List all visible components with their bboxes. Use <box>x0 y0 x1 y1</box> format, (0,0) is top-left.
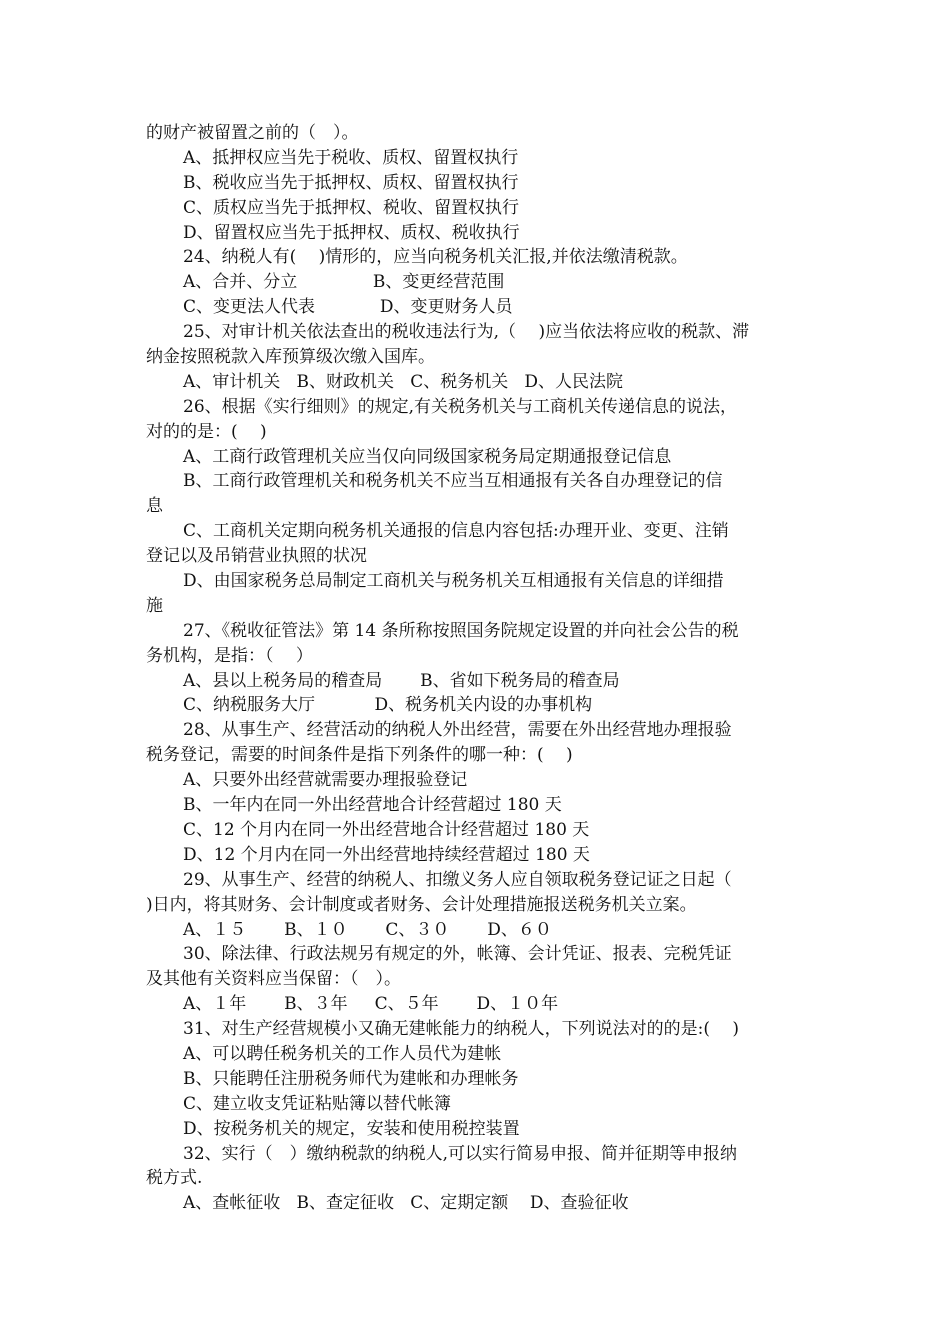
text-line: A、１年 B、３年 C、５年 D、１０年 <box>183 994 559 1015</box>
text-line: A、１５ B、１０ C、３０ D、６０ <box>183 919 552 940</box>
text-line: C、纳税服务大厅 D、税务机关内设的办事机构 <box>183 695 593 716</box>
text-line: D、留置权应当先于抵押权、质权、税收执行 <box>183 222 520 243</box>
text-line: )日内，将其财务、会计制度或者财务、会计处理措施报送税务机关立案。 <box>146 894 697 915</box>
text-line: 对的的是：( ) <box>146 421 267 442</box>
text-line: 务机构，是指：（ ） <box>146 645 313 666</box>
text-line: B、工商行政管理机关和税务机关不应当互相通报有关各自办理登记的信 <box>183 471 723 492</box>
text-line: 息 <box>146 496 163 517</box>
text-line: 31、对生产经营规模小又确无建帐能力的纳税人，下列说法对的的是:( ) <box>183 1019 740 1040</box>
text-line: C、12 个月内在同一外出经营地合计经营超过 180 天 <box>183 819 590 840</box>
text-line: 的财产被留置之前的（ ）。 <box>146 123 359 143</box>
text-line: 32、实行（ ）缴纳税款的纳税人,可以实行简易申报、简并征期等申报纳 <box>183 1143 738 1164</box>
text-line: A、查帐征收 B、查定征收 C、定期定额 D、查验征收 <box>183 1193 629 1214</box>
text-line: A、县以上税务局的稽查局 B、省如下税务局的稽查局 <box>183 670 620 691</box>
text-line: C、工商机关定期向税务机关通报的信息内容包括:办理开业、变更、注销 <box>183 521 729 542</box>
text-line: B、只能聘任注册税务师代为建帐和办理帐务 <box>183 1068 519 1089</box>
text-line: C、变更法人代表 D、变更财务人员 <box>183 297 513 318</box>
text-line: A、可以聘任税务机关的工作人员代为建帐 <box>183 1043 502 1064</box>
text-line: A、抵押权应当先于税收、质权、留置权执行 <box>183 147 519 168</box>
text-line: 登记以及吊销营业执照的状况 <box>146 546 367 567</box>
text-line: 26、根据《实行细则》的规定,有关税务机关与工商机关传递信息的说法， <box>183 396 738 417</box>
text-line: 税务登记，需要的时间条件是指下列条件的哪一种：( ) <box>146 745 573 766</box>
text-line: 施 <box>146 595 163 616</box>
text-line: 纳金按照税款入库预算级次缴入国库。 <box>146 347 435 368</box>
text-line: 25、对审计机关依法查出的税收违法行为,（ )应当依法将应收的税款、滞 <box>183 322 750 343</box>
text-line: 24、纳税人有( )情形的，应当向税务机关汇报,并依法缴清税款。 <box>183 247 688 268</box>
text-line: B、税收应当先于抵押权、质权、留置权执行 <box>183 172 519 193</box>
text-line: A、工商行政管理机关应当仅向同级国家税务局定期通报登记信息 <box>183 446 672 467</box>
text-line: B、一年内在同一外出经营地合计经营超过 180 天 <box>183 795 562 816</box>
text-line: 28、从事生产、经营活动的纳税人外出经营，需要在外出经营地办理报验 <box>183 720 732 741</box>
text-line: D、12 个月内在同一外出经营地持续经营超过 180 天 <box>183 844 590 865</box>
text-line: D、按税务机关的规定，安装和使用税控装置 <box>183 1118 520 1139</box>
text-line: 29、从事生产、经营的纳税人、扣缴义务人应自领取税务登记证之日起（ <box>183 869 732 890</box>
text-line: 30、除法律、行政法规另有规定的外，帐簿、会计凭证、报表、完税凭证 <box>183 944 732 965</box>
text-line: C、建立收支凭证粘贴簿以替代帐簿 <box>183 1093 452 1114</box>
text-line: C、质权应当先于抵押权、税收、留置权执行 <box>183 197 520 218</box>
text-line: A、合并、分立 B、变更经营范围 <box>183 272 505 293</box>
text-line: D、由国家税务总局制定工商机关与税务机关互相通报有关信息的详细措 <box>183 571 724 592</box>
text-line: 及其他有关资料应当保留：（ ）。 <box>146 969 401 990</box>
text-line: A、审计机关 B、财政机关 C、税务机关 D、人民法院 <box>183 371 624 392</box>
text-line: 27、《税收征管法》第 14 条所称按照国务院规定设置的并向社会公告的税 <box>183 620 739 641</box>
text-line: A、只要外出经营就需要办理报验登记 <box>183 770 468 791</box>
text-line: 税方式. <box>146 1168 203 1189</box>
document-page <box>146 121 806 1216</box>
